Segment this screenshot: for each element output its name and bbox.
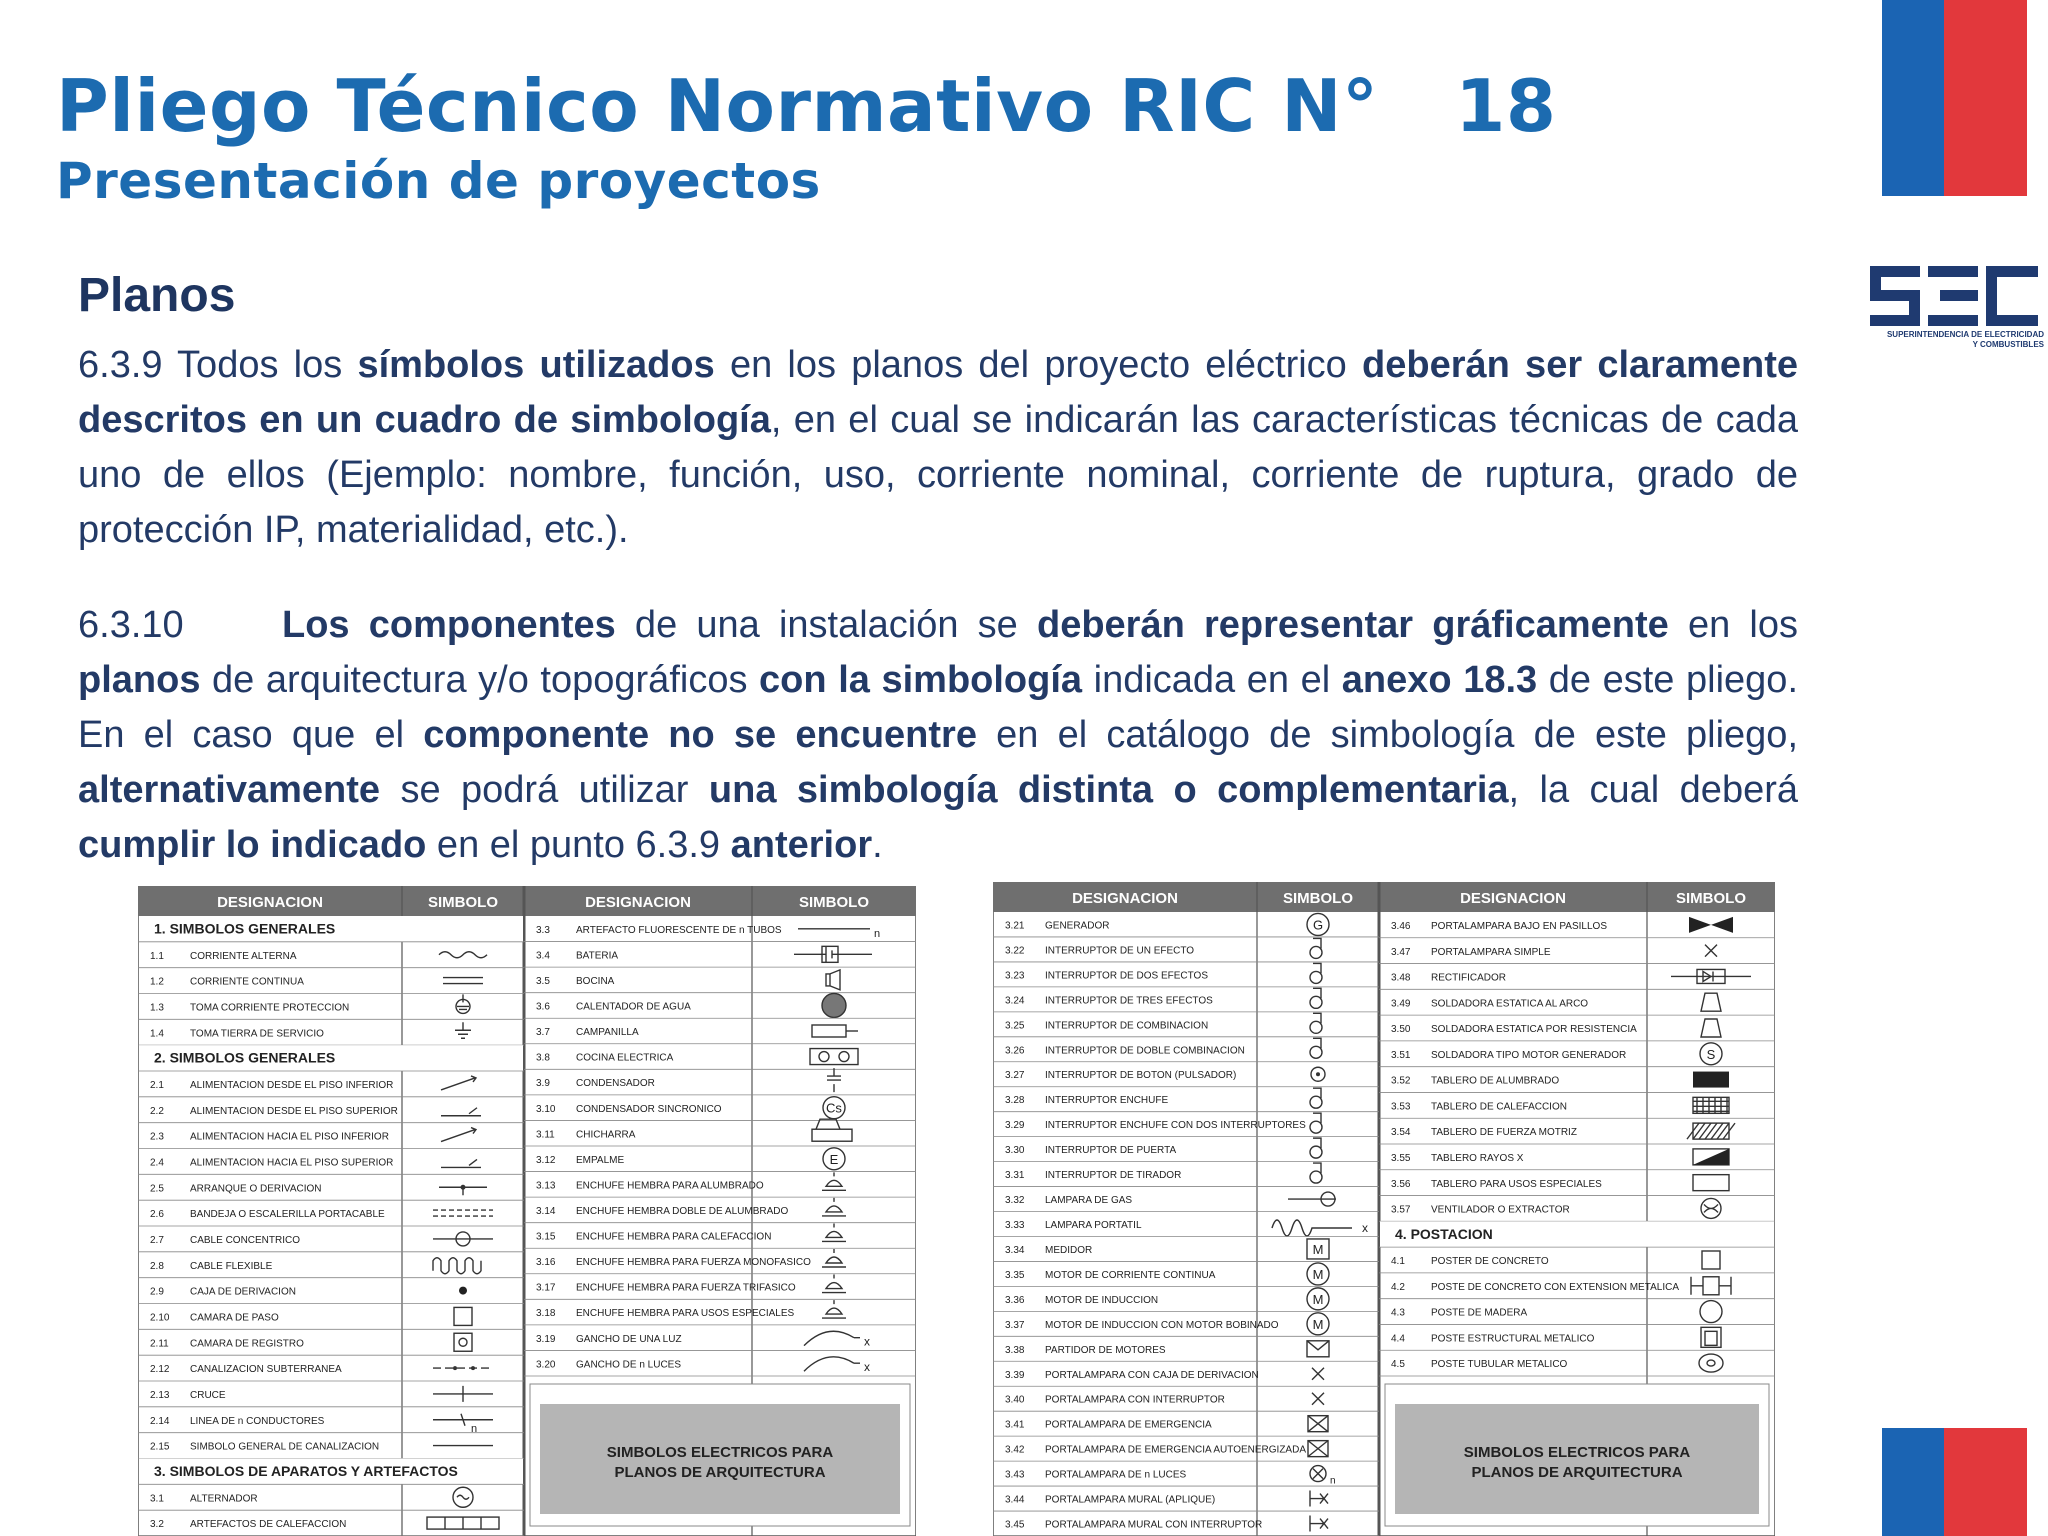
svg-text:3.57: 3.57: [1391, 1204, 1411, 1216]
svg-text:3.26: 3.26: [1005, 1045, 1025, 1057]
svg-text:3.18: 3.18: [536, 1308, 556, 1320]
svg-text:n: n: [1330, 1475, 1336, 1487]
svg-text:MOTOR DE INDUCCION CON MOTOR B: MOTOR DE INDUCCION CON MOTOR BOBINADO: [1045, 1319, 1279, 1331]
svg-text:1.3: 1.3: [150, 1002, 164, 1014]
svg-text:CONDENSADOR: CONDENSADOR: [576, 1078, 655, 1090]
svg-text:S: S: [1706, 1046, 1716, 1062]
svg-text:EMPALME: EMPALME: [576, 1154, 625, 1166]
paragraph-6-3-10: 6.3.10 Los componentes de una instalación se deberán representar gráficamente en los planos de arquitectura y/o topográficos con la simbología indicada en el anexo 18.3 de este pliego. En el caso que el componente no se encuentre en el catálogo de simbología de este pliego, alternativamente se podrá utilizar una simbología distinta o complementaria, la cual deberá cumplir lo indicado en el punto 6.3.9 anterior.: [78, 604, 1798, 866]
flag-stripe-bottom: [1882, 1428, 2027, 1536]
table-section-heading: [1380, 1221, 1774, 1247]
svg-text:3.39: 3.39: [1005, 1369, 1025, 1381]
svg-text:CALENTADOR DE AGUA: CALENTADOR DE AGUA: [576, 1001, 691, 1013]
section-title: Planos: [78, 269, 236, 322]
svg-text:PORTALAMPARA BAJO EN PASILLOS: PORTALAMPARA BAJO EN PASILLOS: [1431, 921, 1607, 933]
svg-text:INTERRUPTOR DE COMBINACION: INTERRUPTOR DE COMBINACION: [1045, 1020, 1209, 1032]
svg-text:PARTIDOR DE MOTORES: PARTIDOR DE MOTORES: [1045, 1344, 1166, 1356]
svg-text:GANCHO DE UNA LUZ: GANCHO DE UNA LUZ: [576, 1333, 682, 1345]
svg-text:3.28: 3.28: [1005, 1095, 1025, 1107]
svg-text:3.40: 3.40: [1005, 1394, 1025, 1406]
svg-text:3.4: 3.4: [536, 950, 550, 962]
table-caption: [530, 1384, 910, 1526]
svg-text:2.7: 2.7: [150, 1235, 164, 1247]
svg-text:3.23: 3.23: [1005, 970, 1025, 982]
svg-text:TABLERO PARA USOS ESPECIALES: TABLERO PARA USOS ESPECIALES: [1431, 1178, 1602, 1190]
svg-text:SOLDADORA ESTATICA POR RESISTE: SOLDADORA ESTATICA POR RESISTENCIA: [1431, 1024, 1637, 1036]
svg-text:GENERADOR: GENERADOR: [1045, 920, 1110, 932]
svg-text:2. SIMBOLOS GENERALES: 2. SIMBOLOS GENERALES: [154, 1049, 336, 1066]
svg-text:LAMPARA PORTATIL: LAMPARA PORTATIL: [1045, 1219, 1142, 1231]
flag-stripe-top: [1882, 0, 2027, 196]
svg-text:INTERRUPTOR ENCHUFE CON DOS IN: INTERRUPTOR ENCHUFE CON DOS INTERRUPTORES: [1045, 1120, 1306, 1132]
table-section-heading: [139, 1459, 523, 1485]
svg-text:LAMPARA DE GAS: LAMPARA DE GAS: [1045, 1195, 1133, 1207]
svg-text:ALIMENTACION DESDE EL PISO INF: ALIMENTACION DESDE EL PISO INFERIOR: [190, 1080, 394, 1092]
svg-text:ARTEFACTO FLUORESCENTE DE n TU: ARTEFACTO FLUORESCENTE DE n TUBOS: [576, 924, 782, 936]
svg-text:Cs: Cs: [826, 1100, 842, 1116]
svg-text:4. POSTACION: 4. POSTACION: [1395, 1225, 1493, 1242]
svg-text:3.56: 3.56: [1391, 1178, 1411, 1190]
svg-text:3.10: 3.10: [536, 1103, 556, 1115]
svg-text:TOMA TIERRA DE SERVICIO: TOMA TIERRA DE SERVICIO: [190, 1028, 324, 1040]
table-header: DESIGNACION: [585, 894, 691, 911]
svg-text:3.24: 3.24: [1005, 995, 1025, 1007]
svg-text:CABLE FLEXIBLE: CABLE FLEXIBLE: [190, 1260, 273, 1272]
svg-text:TABLERO DE ALUMBRADO: TABLERO DE ALUMBRADO: [1431, 1075, 1560, 1087]
svg-text:CAMARA DE REGISTRO: CAMARA DE REGISTRO: [190, 1338, 304, 1350]
svg-text:ENCHUFE HEMBRA PARA CALEFACCIO: ENCHUFE HEMBRA PARA CALEFACCION: [576, 1231, 772, 1243]
svg-text:3.13: 3.13: [536, 1180, 556, 1192]
svg-text:M: M: [1312, 1316, 1324, 1332]
svg-text:CRUCE: CRUCE: [190, 1390, 226, 1402]
svg-text:MEDIDOR: MEDIDOR: [1045, 1244, 1093, 1256]
svg-text:2.3: 2.3: [150, 1131, 164, 1143]
svg-text:GANCHO DE n LUCES: GANCHO DE n LUCES: [576, 1359, 682, 1371]
svg-text:3.20: 3.20: [536, 1359, 556, 1371]
svg-text:INTERRUPTOR DE TIRADOR: INTERRUPTOR DE TIRADOR: [1045, 1170, 1182, 1182]
svg-text:POSTE TUBULAR METALICO: POSTE TUBULAR METALICO: [1431, 1359, 1568, 1371]
svg-text:ALIMENTACION DESDE EL PISO SUP: ALIMENTACION DESDE EL PISO SUPERIOR: [190, 1105, 398, 1117]
table-header: SIMBOLO: [1676, 890, 1746, 907]
svg-text:x: x: [864, 1360, 870, 1375]
svg-text:3.25: 3.25: [1005, 1020, 1025, 1032]
svg-text:SIMBOLO GENERAL DE CANALIZACIO: SIMBOLO GENERAL DE CANALIZACION: [190, 1441, 380, 1453]
svg-text:2.11: 2.11: [150, 1338, 169, 1350]
symbol-hatch_circle-icon: [822, 993, 846, 1017]
svg-text:3.22: 3.22: [1005, 945, 1025, 957]
svg-text:2.4: 2.4: [150, 1157, 164, 1169]
svg-text:M: M: [1312, 1241, 1324, 1257]
svg-text:3.48: 3.48: [1391, 972, 1411, 984]
svg-text:PORTALAMPARA SIMPLE: PORTALAMPARA SIMPLE: [1431, 946, 1551, 958]
svg-text:POSTER DE CONCRETO: POSTER DE CONCRETO: [1431, 1256, 1549, 1268]
svg-text:1.4: 1.4: [150, 1028, 164, 1040]
svg-text:INTERRUPTOR DE UN EFECTO: INTERRUPTOR DE UN EFECTO: [1045, 945, 1195, 957]
svg-text:3.47: 3.47: [1391, 946, 1411, 958]
svg-text:3.37: 3.37: [1005, 1319, 1025, 1331]
svg-text:CHICHARRA: CHICHARRA: [576, 1129, 636, 1141]
svg-text:ALIMENTACION HACIA EL PISO SUP: ALIMENTACION HACIA EL PISO SUPERIOR: [190, 1157, 394, 1169]
svg-text:1. SIMBOLOS GENERALES: 1. SIMBOLOS GENERALES: [154, 920, 336, 937]
svg-text:3.8: 3.8: [536, 1052, 550, 1064]
svg-text:3.41: 3.41: [1005, 1419, 1025, 1431]
paragraph-6-3-9: 6.3.9 Todos los símbolos utilizados en los planos del proyecto eléctrico deberán ser claramente descritos en un cuadro de simbología, en el cual se indicarán las características técnicas de cada uno de ellos (Ejemplo: nombre, función, uso, corriente nominal, corriente de ruptura, grado de protección IP, materialidad, etc.).: [78, 344, 1798, 551]
svg-text:COCINA ELECTRICA: COCINA ELECTRICA: [576, 1052, 674, 1064]
table-header: SIMBOLO: [1283, 890, 1353, 907]
svg-text:3.19: 3.19: [536, 1333, 556, 1345]
svg-text:3.5: 3.5: [536, 975, 550, 987]
table-section-heading: [139, 916, 523, 942]
svg-text:3.33: 3.33: [1005, 1219, 1025, 1231]
svg-text:3.15: 3.15: [536, 1231, 556, 1243]
svg-text:2.13: 2.13: [150, 1390, 170, 1402]
svg-text:2.6: 2.6: [150, 1209, 164, 1221]
svg-text:2.2: 2.2: [150, 1105, 164, 1117]
svg-text:3.54: 3.54: [1391, 1127, 1411, 1139]
svg-text:PLANOS DE ARQUITECTURA: PLANOS DE ARQUITECTURA: [1471, 1464, 1683, 1481]
svg-text:POSTE ESTRUCTURAL METALICO: POSTE ESTRUCTURAL METALICO: [1431, 1333, 1595, 1345]
svg-text:ENCHUFE HEMBRA PARA FUERZA TRI: ENCHUFE HEMBRA PARA FUERZA TRIFASICO: [576, 1282, 796, 1294]
svg-text:INTERRUPTOR ENCHUFE: INTERRUPTOR ENCHUFE: [1045, 1095, 1169, 1107]
svg-text:POSTE DE CONCRETO CON EXTENSIO: POSTE DE CONCRETO CON EXTENSION METALICA: [1431, 1281, 1679, 1293]
svg-text:3.14: 3.14: [536, 1205, 556, 1217]
svg-text:x: x: [1362, 1221, 1368, 1235]
svg-text:SOLDADORA ESTATICA AL ARCO: SOLDADORA ESTATICA AL ARCO: [1431, 998, 1589, 1010]
symbol-table-1: [138, 886, 916, 1536]
svg-text:3.6: 3.6: [536, 1001, 550, 1013]
svg-text:3.45: 3.45: [1005, 1519, 1025, 1531]
page-subtitle: Presentación de proyectos: [56, 152, 821, 210]
svg-text:3.51: 3.51: [1391, 1049, 1411, 1061]
svg-text:CONDENSADOR SINCRONICO: CONDENSADOR SINCRONICO: [576, 1103, 722, 1115]
symbol-dot-icon: [459, 1287, 467, 1295]
svg-text:SIMBOLOS ELECTRICOS PARA: SIMBOLOS ELECTRICOS PARA: [606, 1444, 834, 1461]
svg-text:4.3: 4.3: [1391, 1307, 1405, 1319]
svg-text:3.30: 3.30: [1005, 1145, 1025, 1157]
svg-text:3.9: 3.9: [536, 1078, 550, 1090]
svg-text:ENCHUFE HEMBRA PARA ALUMBRADO: ENCHUFE HEMBRA PARA ALUMBRADO: [576, 1180, 764, 1192]
svg-text:SOLDADORA TIPO MOTOR GENERADOR: SOLDADORA TIPO MOTOR GENERADOR: [1431, 1049, 1627, 1061]
svg-text:3.21: 3.21: [1005, 920, 1025, 932]
svg-text:SIMBOLOS ELECTRICOS PARA: SIMBOLOS ELECTRICOS PARA: [1463, 1444, 1691, 1461]
svg-text:PORTALAMPARA MURAL CON INTERRU: PORTALAMPARA MURAL CON INTERRUPTOR: [1045, 1519, 1263, 1531]
svg-text:CAJA DE DERIVACION: CAJA DE DERIVACION: [190, 1286, 296, 1298]
svg-text:ENCHUFE HEMBRA PARA FUERZA MON: ENCHUFE HEMBRA PARA FUERZA MONOFASICO: [576, 1257, 811, 1269]
svg-text:2.1: 2.1: [150, 1080, 164, 1092]
svg-text:3.46: 3.46: [1391, 921, 1411, 933]
svg-text:4.4: 4.4: [1391, 1333, 1405, 1345]
svg-text:3.42: 3.42: [1005, 1444, 1025, 1456]
svg-text:3.55: 3.55: [1391, 1153, 1411, 1165]
svg-text:BOCINA: BOCINA: [576, 975, 615, 987]
svg-text:CANALIZACION SUBTERRANEA: CANALIZACION SUBTERRANEA: [190, 1364, 342, 1376]
svg-text:ALTERNADOR: ALTERNADOR: [190, 1493, 258, 1505]
table-header: DESIGNACION: [217, 894, 323, 911]
svg-text:E: E: [829, 1151, 839, 1167]
svg-text:3.12: 3.12: [536, 1154, 556, 1166]
svg-text:BATERIA: BATERIA: [576, 950, 619, 962]
svg-text:1.1: 1.1: [150, 950, 164, 962]
svg-text:ALIMENTACION HACIA EL PISO INF: ALIMENTACION HACIA EL PISO INFERIOR: [190, 1131, 389, 1143]
svg-text:3.11: 3.11: [536, 1129, 555, 1141]
svg-text:3.3: 3.3: [536, 924, 550, 936]
svg-text:M: M: [1312, 1291, 1324, 1307]
svg-text:ENCHUFE HEMBRA DOBLE DE ALUMBR: ENCHUFE HEMBRA DOBLE DE ALUMBRADO: [576, 1205, 789, 1217]
svg-text:3.29: 3.29: [1005, 1120, 1025, 1132]
svg-text:PORTALAMPARA DE n LUCES: PORTALAMPARA DE n LUCES: [1045, 1469, 1187, 1481]
svg-text:CORRIENTE ALTERNA: CORRIENTE ALTERNA: [190, 950, 297, 962]
svg-text:2.14: 2.14: [150, 1415, 170, 1427]
symbol-solidbox-icon: [1693, 1072, 1729, 1088]
svg-text:TABLERO DE FUERZA MOTRIZ: TABLERO DE FUERZA MOTRIZ: [1431, 1127, 1577, 1139]
svg-text:INTERRUPTOR DE BOTON (PULSADOR: INTERRUPTOR DE BOTON (PULSADOR): [1045, 1070, 1237, 1082]
svg-text:2.9: 2.9: [150, 1286, 164, 1298]
svg-text:3.53: 3.53: [1391, 1101, 1411, 1113]
svg-text:3.2: 3.2: [150, 1519, 164, 1531]
svg-text:4.1: 4.1: [1391, 1256, 1405, 1268]
table-caption: [1385, 1384, 1769, 1526]
svg-text:x: x: [864, 1334, 870, 1349]
svg-text:3.1: 3.1: [150, 1493, 164, 1505]
svg-text:4.2: 4.2: [1391, 1281, 1405, 1293]
svg-text:2.10: 2.10: [150, 1312, 170, 1324]
svg-text:TABLERO DE CALEFACCION: TABLERO DE CALEFACCION: [1431, 1101, 1567, 1113]
svg-text:ARRANQUE O DERIVACION: ARRANQUE O DERIVACION: [190, 1183, 322, 1195]
table-header: DESIGNACION: [1072, 890, 1178, 907]
svg-text:PLANOS DE ARQUITECTURA: PLANOS DE ARQUITECTURA: [614, 1464, 826, 1481]
svg-text:1.2: 1.2: [150, 976, 164, 988]
svg-text:2.15: 2.15: [150, 1441, 170, 1453]
symbol-letter_circle-icon: [823, 1097, 845, 1119]
svg-text:INTERRUPTOR DE PUERTA: INTERRUPTOR DE PUERTA: [1045, 1145, 1177, 1157]
svg-text:n: n: [874, 927, 881, 940]
sec-logo-caption: SUPERINTENDENCIA DE ELECTRICIDAD Y COMBUSTIBLES: [1886, 330, 2044, 349]
svg-text:2.12: 2.12: [150, 1364, 170, 1376]
svg-text:CAMPANILLA: CAMPANILLA: [576, 1027, 639, 1039]
svg-text:3. SIMBOLOS DE APARATOS Y ARTE: 3. SIMBOLOS DE APARATOS Y ARTEFACTOS: [154, 1463, 458, 1480]
svg-text:G: G: [1312, 917, 1324, 933]
table-section-heading: [139, 1045, 523, 1071]
svg-text:MOTOR DE CORRIENTE CONTINUA: MOTOR DE CORRIENTE CONTINUA: [1045, 1269, 1216, 1281]
symbol-table-2: [993, 882, 1775, 1536]
svg-text:2.8: 2.8: [150, 1260, 164, 1272]
svg-text:4.5: 4.5: [1391, 1359, 1405, 1371]
svg-text:3.50: 3.50: [1391, 1024, 1411, 1036]
page-title: Pliego Técnico Normativo RIC N° 18: [56, 64, 1557, 148]
svg-text:3.34: 3.34: [1005, 1244, 1025, 1256]
svg-text:VENTILADOR O EXTRACTOR: VENTILADOR O EXTRACTOR: [1431, 1204, 1570, 1216]
svg-text:CORRIENTE CONTINUA: CORRIENTE CONTINUA: [190, 976, 304, 988]
svg-text:n: n: [471, 1422, 478, 1435]
svg-text:3.7: 3.7: [536, 1027, 550, 1039]
svg-text:PORTALAMPARA CON CAJA DE DERIV: PORTALAMPARA CON CAJA DE DERIVACION: [1045, 1369, 1259, 1381]
svg-text:3.27: 3.27: [1005, 1070, 1025, 1082]
table-header: DESIGNACION: [1460, 890, 1566, 907]
svg-text:TABLERO RAYOS X: TABLERO RAYOS X: [1431, 1153, 1524, 1165]
svg-text:BANDEJA O ESCALERILLA PORTACAB: BANDEJA O ESCALERILLA PORTACABLE: [190, 1209, 385, 1221]
svg-text:PORTALAMPARA MURAL (APLIQUE): PORTALAMPARA MURAL (APLIQUE): [1045, 1494, 1216, 1506]
svg-text:PORTALAMPARA CON INTERRUPTOR: PORTALAMPARA CON INTERRUPTOR: [1045, 1394, 1225, 1406]
svg-text:2.5: 2.5: [150, 1183, 164, 1195]
svg-text:MOTOR DE INDUCCION: MOTOR DE INDUCCION: [1045, 1294, 1159, 1306]
svg-text:PORTALAMPARA DE EMERGENCIA AUT: PORTALAMPARA DE EMERGENCIA AUTOENERGIZADA: [1045, 1444, 1306, 1456]
svg-text:ARTEFACTOS DE CALEFACCION: ARTEFACTOS DE CALEFACCION: [190, 1519, 347, 1531]
svg-text:3.16: 3.16: [536, 1257, 556, 1269]
svg-text:3.49: 3.49: [1391, 998, 1411, 1010]
svg-text:PORTALAMPARA DE EMERGENCIA: PORTALAMPARA DE EMERGENCIA: [1045, 1419, 1212, 1431]
svg-text:INTERRUPTOR DE DOBLE COMBINACI: INTERRUPTOR DE DOBLE COMBINACION: [1045, 1045, 1245, 1057]
svg-text:INTERRUPTOR DE DOS EFECTOS: INTERRUPTOR DE DOS EFECTOS: [1045, 970, 1208, 982]
svg-text:3.32: 3.32: [1005, 1195, 1025, 1207]
svg-text:3.35: 3.35: [1005, 1269, 1025, 1281]
svg-text:3.31: 3.31: [1005, 1170, 1025, 1182]
svg-text:LINEA DE n CONDUCTORES: LINEA DE n CONDUCTORES: [190, 1415, 325, 1427]
svg-text:POSTE DE MADERA: POSTE DE MADERA: [1431, 1307, 1528, 1319]
svg-text:3.52: 3.52: [1391, 1075, 1411, 1087]
svg-text:CABLE CONCENTRICO: CABLE CONCENTRICO: [190, 1235, 301, 1247]
svg-text:M: M: [1312, 1266, 1324, 1282]
svg-text:3.36: 3.36: [1005, 1294, 1025, 1306]
svg-text:TOMA CORRIENTE PROTECCION: TOMA CORRIENTE PROTECCION: [190, 1002, 350, 1014]
table-header: SIMBOLO: [428, 894, 498, 911]
svg-text:CAMARA DE PASO: CAMARA DE PASO: [190, 1312, 279, 1324]
svg-text:3.43: 3.43: [1005, 1469, 1025, 1481]
svg-text:ENCHUFE HEMBRA PARA USOS ESPEC: ENCHUFE HEMBRA PARA USOS ESPECIALES: [576, 1308, 795, 1320]
svg-text:3.17: 3.17: [536, 1282, 556, 1294]
svg-text:3.38: 3.38: [1005, 1344, 1025, 1356]
svg-text:3.44: 3.44: [1005, 1494, 1025, 1506]
svg-text:RECTIFICADOR: RECTIFICADOR: [1431, 972, 1506, 984]
svg-text:INTERRUPTOR DE TRES EFECTOS: INTERRUPTOR DE TRES EFECTOS: [1045, 995, 1213, 1007]
table-header: SIMBOLO: [799, 894, 869, 911]
